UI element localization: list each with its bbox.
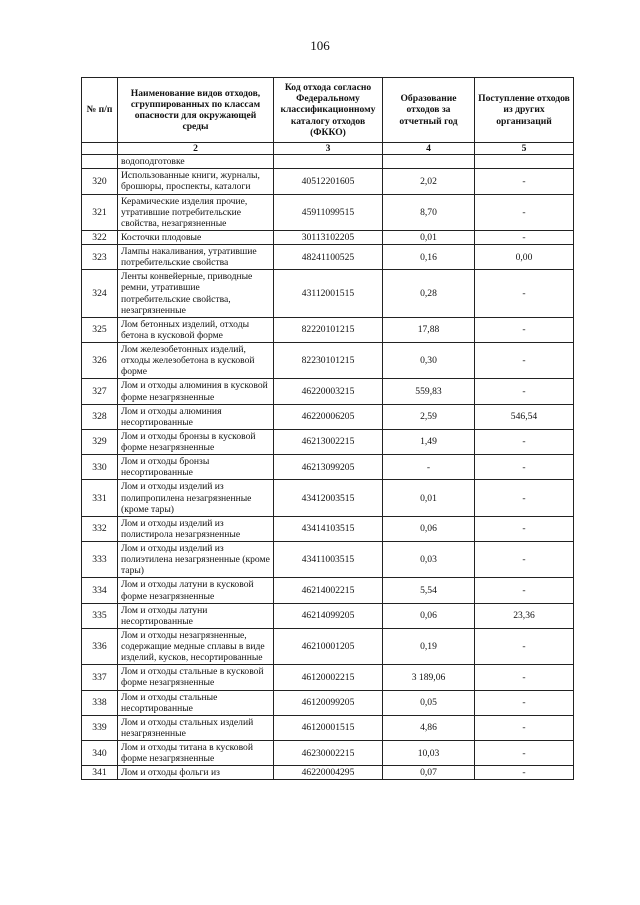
fkko-code: 46120001515: [274, 715, 383, 740]
fkko-code: 46214099205: [274, 603, 383, 628]
column-number: 4: [383, 143, 475, 155]
row-number: 334: [82, 578, 118, 603]
table-row: [82, 245, 574, 270]
fkko-code: [274, 155, 383, 169]
waste-name: Косточки плодовые: [118, 230, 274, 244]
header-formed: Образование отходов за отчетный год: [383, 78, 475, 143]
fkko-code: 46120099205: [274, 690, 383, 715]
received-amount: -: [475, 317, 574, 342]
header-num: № п/п: [82, 78, 118, 143]
table-row: [82, 715, 574, 740]
waste-name: Лом и отходы фольги из: [118, 766, 274, 780]
received-amount: -: [475, 429, 574, 454]
received-amount: -: [475, 715, 574, 740]
table-row: [82, 628, 574, 664]
waste-name: водоподготовке: [118, 155, 274, 169]
waste-name: Лом и отходы стальных изделий незагрязненные: [118, 715, 274, 740]
waste-name: Лом и отходы изделий из полистирола незагрязненные: [118, 516, 274, 541]
row-number: 321: [82, 194, 118, 230]
page-number: 106: [310, 38, 330, 53]
table-row: [82, 542, 574, 578]
table-row: [82, 379, 574, 404]
received-amount: -: [475, 690, 574, 715]
row-number: [82, 155, 118, 169]
table-row: [82, 230, 574, 244]
row-number: 341: [82, 766, 118, 780]
received-amount: -: [475, 665, 574, 690]
table-row: [82, 155, 574, 169]
row-number: 331: [82, 480, 118, 516]
received-amount: 23,36: [475, 603, 574, 628]
table-row: [82, 578, 574, 603]
table-row: [82, 741, 574, 766]
formed-amount: 3 189,06: [383, 665, 475, 690]
fkko-code: 40512201605: [274, 169, 383, 194]
fkko-code: 82220101215: [274, 317, 383, 342]
table-row: [82, 429, 574, 454]
waste-name: Керамические изделия прочие, утратившие потребительские свойства, незагрязненные: [118, 194, 274, 230]
table-row: [82, 690, 574, 715]
fkko-code: 46214002215: [274, 578, 383, 603]
received-amount: -: [475, 542, 574, 578]
formed-amount: 17,88: [383, 317, 475, 342]
waste-name: Лом и отходы бронзы несортированные: [118, 455, 274, 480]
received-amount: -: [475, 628, 574, 664]
row-number: 336: [82, 628, 118, 664]
received-amount: -: [475, 194, 574, 230]
row-number: 322: [82, 230, 118, 244]
received-amount: -: [475, 455, 574, 480]
formed-amount: 0,05: [383, 690, 475, 715]
formed-amount: 0,06: [383, 516, 475, 541]
formed-amount: 0,28: [383, 270, 475, 318]
column-number: 2: [118, 143, 274, 155]
row-number: 325: [82, 317, 118, 342]
formed-amount: 0,01: [383, 480, 475, 516]
row-number: 338: [82, 690, 118, 715]
fkko-code: 46213099205: [274, 455, 383, 480]
received-amount: -: [475, 480, 574, 516]
row-number: 323: [82, 245, 118, 270]
formed-amount: 0,01: [383, 230, 475, 244]
fkko-code: 43414103515: [274, 516, 383, 541]
row-number: 332: [82, 516, 118, 541]
row-number: 328: [82, 404, 118, 429]
table-row: [82, 169, 574, 194]
waste-name: Лом и отходы алюминия несортированные: [118, 404, 274, 429]
waste-name: Лампы накаливания, утратившие потребительские свойства: [118, 245, 274, 270]
row-number: 330: [82, 455, 118, 480]
waste-name: Ленты конвейерные, приводные ремни, утратившие потребительские свойства, незагрязненные: [118, 270, 274, 318]
table-row: [82, 194, 574, 230]
waste-name: Лом и отходы стальные в кусковой форме незагрязненные: [118, 665, 274, 690]
fkko-code: 48241100525: [274, 245, 383, 270]
table-row: [82, 455, 574, 480]
formed-amount: 2,02: [383, 169, 475, 194]
received-amount: -: [475, 343, 574, 379]
formed-amount: 10,03: [383, 741, 475, 766]
fkko-code: 46220006205: [274, 404, 383, 429]
row-number: 333: [82, 542, 118, 578]
waste-name: Лом и отходы изделий из полипропилена незагрязненные (кроме тары): [118, 480, 274, 516]
header-code: Код отхода согласно Федеральному классификационному каталогу отходов (ФККО): [274, 78, 383, 143]
received-amount: -: [475, 270, 574, 318]
formed-amount: 0,30: [383, 343, 475, 379]
header-name: Наименование видов отходов, сгруппированных по классам опасности для окружающей среды: [118, 78, 274, 143]
formed-amount: 1,49: [383, 429, 475, 454]
formed-amount: 4,86: [383, 715, 475, 740]
table-row: [82, 270, 574, 318]
fkko-code: 46213002215: [274, 429, 383, 454]
table-row: [82, 317, 574, 342]
received-amount: -: [475, 379, 574, 404]
row-number: 326: [82, 343, 118, 379]
fkko-code: 43412003515: [274, 480, 383, 516]
row-number: 335: [82, 603, 118, 628]
row-number: 329: [82, 429, 118, 454]
received-amount: -: [475, 766, 574, 780]
fkko-code: 46220004295: [274, 766, 383, 780]
table-header: [82, 78, 574, 155]
formed-amount: 0,16: [383, 245, 475, 270]
waste-name: Лом бетонных изделий, отходы бетона в кусковой форме: [118, 317, 274, 342]
received-amount: 546,54: [475, 404, 574, 429]
received-amount: -: [475, 741, 574, 766]
formed-amount: 0,07: [383, 766, 475, 780]
row-number: 324: [82, 270, 118, 318]
waste-name: Лом и отходы незагрязненные, содержащие медные сплавы в виде изделий, кусков, несортированные: [118, 628, 274, 664]
waste-name: Лом железобетонных изделий, отходы железобетона в кусковой форме: [118, 343, 274, 379]
formed-amount: 8,70: [383, 194, 475, 230]
fkko-code: 43112001515: [274, 270, 383, 318]
fkko-code: 45911099515: [274, 194, 383, 230]
waste-name: Лом и отходы латуни несортированные: [118, 603, 274, 628]
table-row: [82, 343, 574, 379]
column-number-row: [82, 143, 574, 155]
row-number: 337: [82, 665, 118, 690]
header-received: Поступление отходов из других организаций: [475, 78, 574, 143]
formed-amount: 0,19: [383, 628, 475, 664]
table-row: [82, 603, 574, 628]
waste-name: Лом и отходы латуни в кусковой форме незагрязненные: [118, 578, 274, 603]
waste-name: Лом и отходы алюминия в кусковой форме незагрязненные: [118, 379, 274, 404]
row-number: 320: [82, 169, 118, 194]
formed-amount: 2,59: [383, 404, 475, 429]
waste-name: Использованные книги, журналы, брошюры, проспекты, каталоги: [118, 169, 274, 194]
formed-amount: 0,06: [383, 603, 475, 628]
row-number: 339: [82, 715, 118, 740]
row-number: 340: [82, 741, 118, 766]
table-row: [82, 404, 574, 429]
table-row: [82, 480, 574, 516]
column-number: [82, 143, 118, 155]
formed-amount: [383, 155, 475, 169]
received-amount: -: [475, 578, 574, 603]
header-row: [82, 78, 574, 143]
waste-name: Лом и отходы изделий из полиэтилена незагрязненные (кроме тары): [118, 542, 274, 578]
fkko-code: 82230101215: [274, 343, 383, 379]
formed-amount: 0,03: [383, 542, 475, 578]
table-body: [82, 155, 574, 780]
formed-amount: 559,83: [383, 379, 475, 404]
table-row: [82, 516, 574, 541]
column-number: 5: [475, 143, 574, 155]
waste-table: [81, 77, 574, 780]
fkko-code: 43411003515: [274, 542, 383, 578]
received-amount: 0,00: [475, 245, 574, 270]
row-number: 327: [82, 379, 118, 404]
waste-name: Лом и отходы титана в кусковой форме незагрязненные: [118, 741, 274, 766]
fkko-code: 46120002215: [274, 665, 383, 690]
received-amount: -: [475, 230, 574, 244]
received-amount: [475, 155, 574, 169]
formed-amount: 5,54: [383, 578, 475, 603]
fkko-code: 46230002215: [274, 741, 383, 766]
table-row: [82, 766, 574, 780]
formed-amount: -: [383, 455, 475, 480]
table-row: [82, 665, 574, 690]
fkko-code: 30113102205: [274, 230, 383, 244]
waste-name: Лом и отходы стальные несортированные: [118, 690, 274, 715]
received-amount: -: [475, 169, 574, 194]
column-number: 3: [274, 143, 383, 155]
waste-name: Лом и отходы бронзы в кусковой форме незагрязненные: [118, 429, 274, 454]
fkko-code: 46210001205: [274, 628, 383, 664]
fkko-code: 46220003215: [274, 379, 383, 404]
received-amount: -: [475, 516, 574, 541]
